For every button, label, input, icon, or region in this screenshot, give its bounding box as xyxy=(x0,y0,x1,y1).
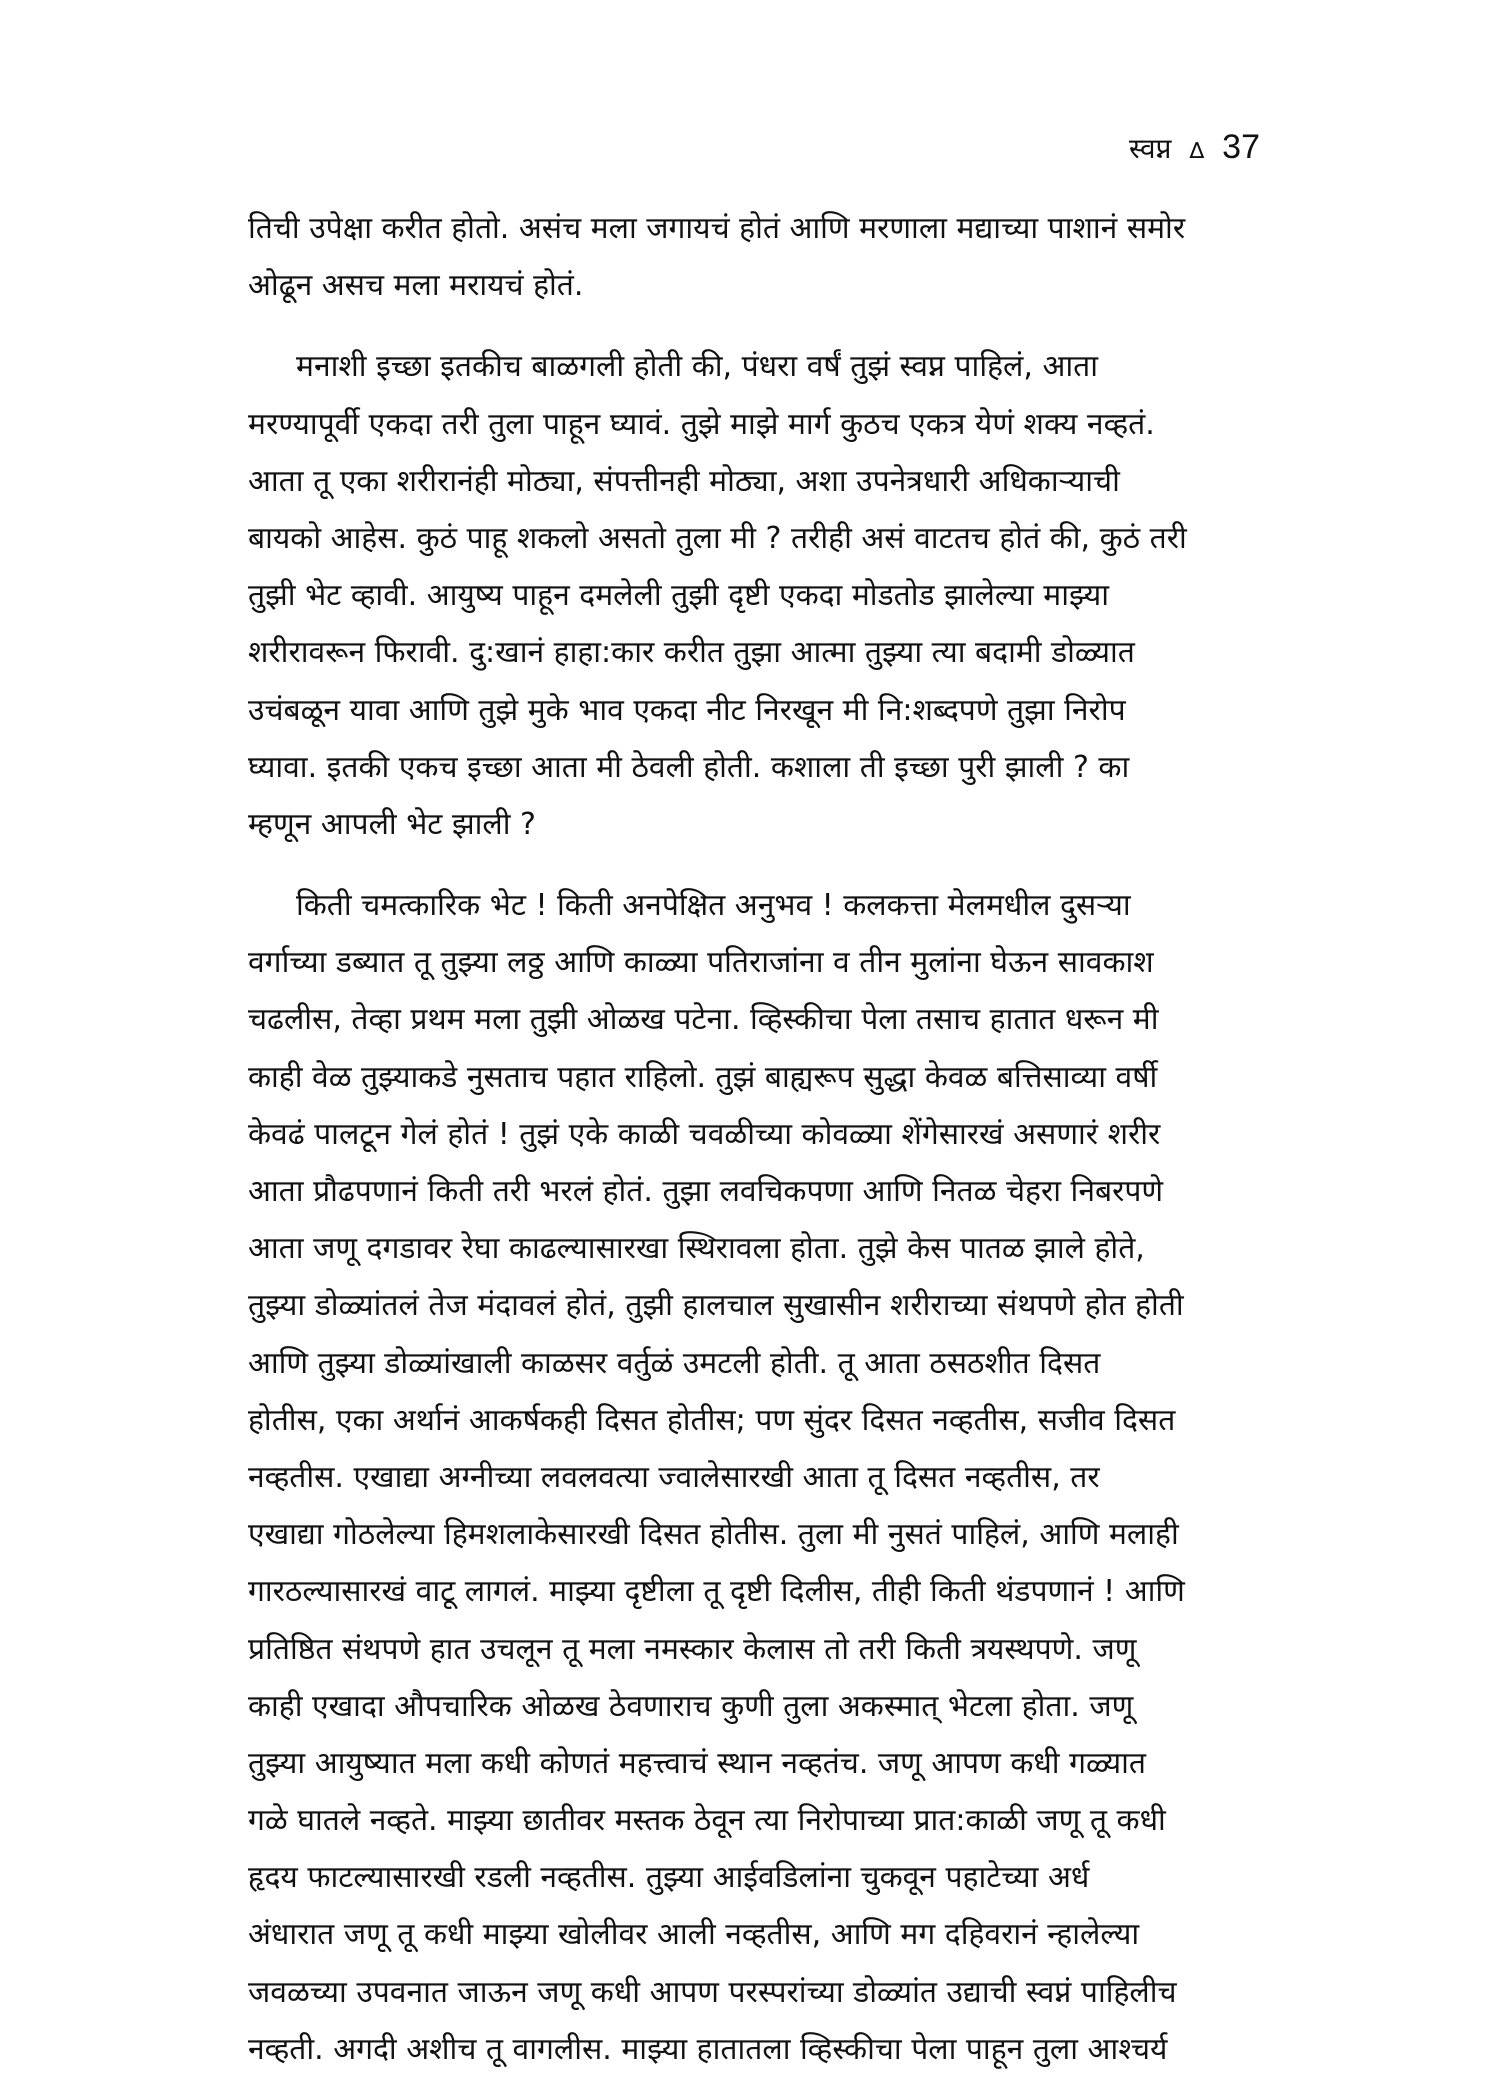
text-line: किती चमत्कारिक भेट ! किती अनपेक्षित अनुभव ! कलकत्ता मेलमधील दुसऱ्या xyxy=(296,888,1131,924)
text-line: होतीस, एका अर्थानं आकर्षकही दिसत होतीस; पण सुंदर दिसत नव्हतीस, सजीव दिसत xyxy=(248,1402,1176,1438)
text-line: बायको आहेस. कुठं पाहू शकलो असतो तुला मी ? तरीही असं वाटतच होतं की, कुठं तरी xyxy=(248,520,1187,556)
text-line: आता तू एका शरीरानंही मोठ्या, संपत्तीनही मोठ्या, अशा उपनेत्रधारी अधिकाऱ्याची xyxy=(248,463,1120,499)
text-line: तुझ्या आयुष्यात मला कधी कोणतं महत्त्वाचं स्थान नव्हतंच. जणू आपण कधी गळ्यात xyxy=(248,1745,1146,1781)
paragraph xyxy=(248,200,1260,314)
text-line: तिची उपेक्षा करीत होतो. असंच मला जगायचं होतं आणि मरणाला मद्याच्या पाशानं समोर xyxy=(248,211,1186,246)
paragraph xyxy=(248,877,1260,2078)
text-line: तुझ्या डोळ्यांतलं तेज मंदावलं होतं, तुझी हालचाल सुखासीन शरीराच्या संथपणे होत होती xyxy=(248,1288,1184,1324)
text-line: गारठल्यासारखं वाटू लागलं. माझ्या दृष्टीला तू दृष्टी दिलीस, तीही किती थंडपणानं ! आणि xyxy=(248,1574,1185,1610)
text-line: काही वेळ तुझ्याकडे नुसताच पहात राहिलो. तुझं बाह्यरूप सुद्धा केवळ बत्तिसाव्या वर्षी xyxy=(248,1059,1158,1095)
text-line: नव्हतीस. एखाद्या अग्नीच्या लवलवत्या ज्वालेसारखी आता तू दिसत नव्हतीस, तर xyxy=(248,1459,1100,1495)
text-line: चढलीस, तेव्हा प्रथम मला तुझी ओळख पटेना. व्हिस्कीचा पेला तसाच हातात धरून मी xyxy=(248,1002,1159,1038)
text-line: तुझी भेट व्हावी. आयुष्य पाहून दमलेली तुझी दृष्टी एकदा मोडतोड झालेल्या माझ्या xyxy=(248,578,1110,614)
text-line: हृदय फाटल्यासारखी रडली नव्हतीस. तुझ्या आईवडिलांना चुकवून पहाटेच्या अर्ध xyxy=(248,1860,1090,1896)
page-number: 37 xyxy=(1222,128,1260,166)
text-line: घ्यावा. इतकी एकच इच्छा आता मी ठेवली होती. कशाला ती इच्छा पुरी झाली ? का xyxy=(248,749,1130,785)
body-text xyxy=(248,200,1260,2078)
text-line: एखाद्या गोठलेल्या हिमशलाकेसारखी दिसत होतीस. तुला मी नुसतं पाहिलं, आणि मलाही xyxy=(248,1517,1179,1553)
text-line: ओढून असच मला मरायचं होतं. xyxy=(248,268,584,304)
text-line: केवढं पालटून गेलं होतं ! तुझं एके काळी चवळीच्या कोवळ्या शेंगेसारखं असणारं शरीर xyxy=(248,1116,1161,1152)
triangle-separator-icon: ∆ xyxy=(1189,139,1205,164)
text-line: आणि तुझ्या डोळ्यांखाली काळसर वर्तुळं उमटली होती. तू आता ठसठशीत दिसत xyxy=(248,1345,1101,1381)
text-line: आता प्रौढपणानं किती तरी भरलं होतं. तुझा लवचिकपणा आणि नितळ चेहरा निबरपणे xyxy=(248,1174,1164,1209)
text-line: उचंबळून यावा आणि तुझे मुके भाव एकदा नीट निरखून मी नि:शब्दपणे तुझा निरोप xyxy=(248,692,1126,728)
text-line: मरण्यापूर्वी एकदा तरी तुला पाहून घ्यावं. तुझे माझे मार्ग कुठच एकत्र येणं शक्य नव्हतं. xyxy=(248,406,1155,442)
text-line: गळे घातले नव्हते. माझ्या छातीवर मस्तक ठेवून त्या निरोपाच्या प्रात:काळी जणू तू कधी xyxy=(248,1803,1166,1839)
text-line: अंधारात जणू तू कधी माझ्या खोलीवर आली नव्हतीस, आणि मग दहिवरानं न्हालेल्या xyxy=(248,1917,1140,1953)
text-line: मनाशी इच्छा इतकीच बाळगली होती की, पंधरा वर्षं तुझं स्वप्न पाहिलं, आता xyxy=(296,349,1098,385)
text-line: म्हणून आपली भेट झाली ? xyxy=(248,806,536,842)
paragraph xyxy=(248,338,1260,853)
text-line: शरीरावरून फिरावी. दु:खानं हाहा:कार करीत तुझा आत्मा तुझ्या त्या बदामी डोळ्यात xyxy=(248,635,1135,671)
text-line: वर्गाच्या डब्यात तू तुझ्या लठ्ठ आणि काळ्या पतिराजांना व तीन मुलांना घेऊन सावकाश xyxy=(248,945,1154,981)
text-line: आता जणू दगडावर रेघा काढल्यासारखा स्थिरावला होता. तुझे केस पातळ झाले होते, xyxy=(248,1231,1145,1267)
running-header xyxy=(1129,128,1260,167)
text-line: प्रतिष्ठित संथपणे हात उचलून तू मला नमस्कार केलास तो तरी किती त्रयस्थपणे. जणू xyxy=(248,1631,1137,1667)
text-line: जवळच्या उपवनात जाऊन जणू कधी आपण परस्परांच्या डोळ्यांत उद्याची स्वप्नं पाहिलीच xyxy=(248,1974,1177,2010)
text-line: नव्हती. अगदी अशीच तू वागलीस. माझ्या हातातला व्हिस्कीचा पेला पाहून तुला आश्चर्य xyxy=(248,2031,1168,2067)
text-line: काही एखादा औपचारिक ओळख ठेवणाराच कुणी तुला अकस्मात् भेटला होता. जणू xyxy=(248,1688,1134,1724)
chapter-title: स्वप्न xyxy=(1129,132,1172,165)
